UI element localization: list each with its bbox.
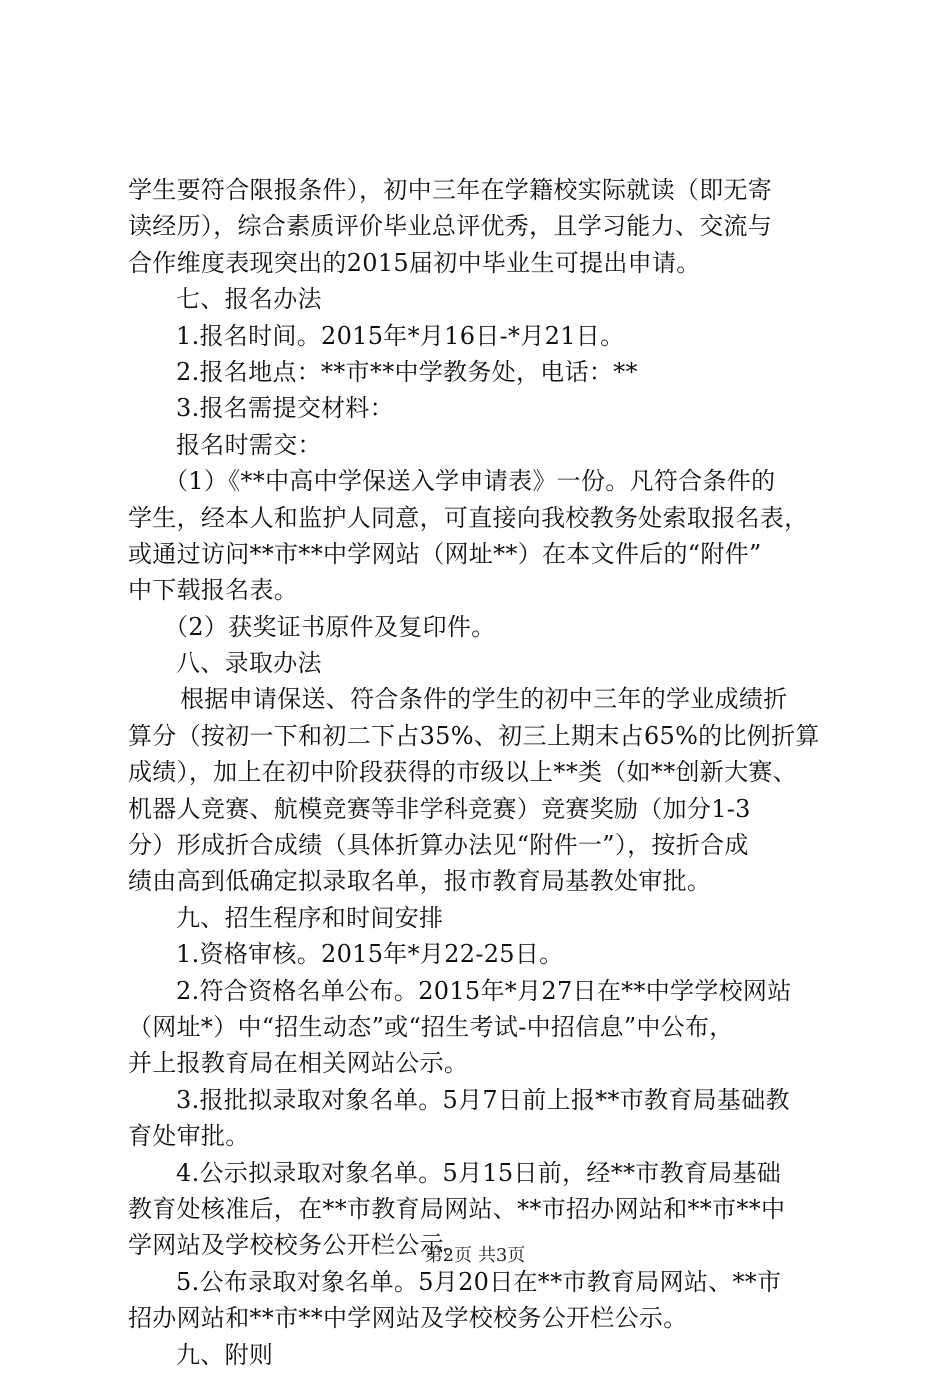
text-line: 2.报名地点：**市**中学教务处，电话：** [176,357,638,386]
text-line: 并上报教育局在相关网站公示。 [128,1049,469,1078]
text-line: 5.公布录取对象名单。5月20日在**市教育局网站、**市 [176,1267,782,1296]
text-line: 教育处核准后，在**市教育局网站、**市招办网站和**市**中 [128,1194,786,1223]
section-heading: 七、报名办法 [176,285,322,314]
document-body [128,172,838,1373]
text-line: （1）《**中高中学保送入学申请表》一份。凡符合条件的 [164,467,776,496]
text-line: 学网站及学校校务公开栏公示。 [128,1231,469,1260]
text-line: 学生，经本人和监护人同意，可直接向我校教务处索取报名表， [128,503,809,532]
page-number: 第2页 共3页 [424,1245,526,1266]
text-line: 根据申请保送、符合条件的学生的初中三年的学业成绩折 [180,685,788,714]
section-heading: 九、招生程序和时间安排 [176,903,444,932]
text-line: 学生要符合限报条件），初中三年在学籍校实际就读（即无寄 [128,176,773,204]
text-line: 或通过访问**市**中学网站（网址**）在本文件后的“附件” [128,539,762,568]
text-line: 1.资格审核。2015年*月22-25日。 [176,940,564,969]
text-line: 算分（按初一下和初二下占35%、初三上期末占65%的比例折算 [128,721,820,750]
text-line: 分）形成折合成绩（具体折算办法见“附件一”），按折合成 [128,831,749,860]
text-line: 1.报名时间。2015年*月16日-*月21日。 [176,321,625,350]
text-line: 3.报名需提交材料： [176,394,394,423]
text-line: 合作维度表现突出的2015届初中毕业生可提出申请。 [128,248,701,277]
text-line: 2.符合资格名单公布。2015年*月27日在**中学学校网站 [176,976,792,1005]
text-line: 3.报批拟录取对象名单。5月7日前上报**市教育局基础教 [176,1085,790,1114]
section-heading: 八、录取办法 [176,649,322,678]
text-line: 育处审批。 [128,1122,250,1151]
text-line: （网址*）中“招生动态”或“招生考试-中招信息”中公布， [128,1012,734,1041]
text-line: 报名时需交： [176,430,322,459]
text-line: 读经历），综合素质评价毕业总评优秀，且学习能力、交流与 [128,212,773,241]
text-line: 成绩），加上在初中阶段获得的市级以上**类（如**创新大赛、 [128,758,797,787]
text-line: 中下载报名表。 [128,576,299,605]
text-line: 4.公示拟录取对象名单。5月15日前，经**市教育局基础 [176,1158,782,1187]
text-line: 招办网站和**市**中学网站及学校校务公开栏公示。 [128,1304,688,1333]
text-line: 机器人竞赛、航模竞赛等非学科竞赛）竞赛奖励（加分1-3 [128,794,751,823]
section-heading: 九、附则 [176,1340,274,1369]
text-line: 绩由高到低确定拟录取名单，报市教育局基教处审批。 [128,867,712,896]
text-line: （2）获奖证书原件及复印件。 [164,612,496,641]
